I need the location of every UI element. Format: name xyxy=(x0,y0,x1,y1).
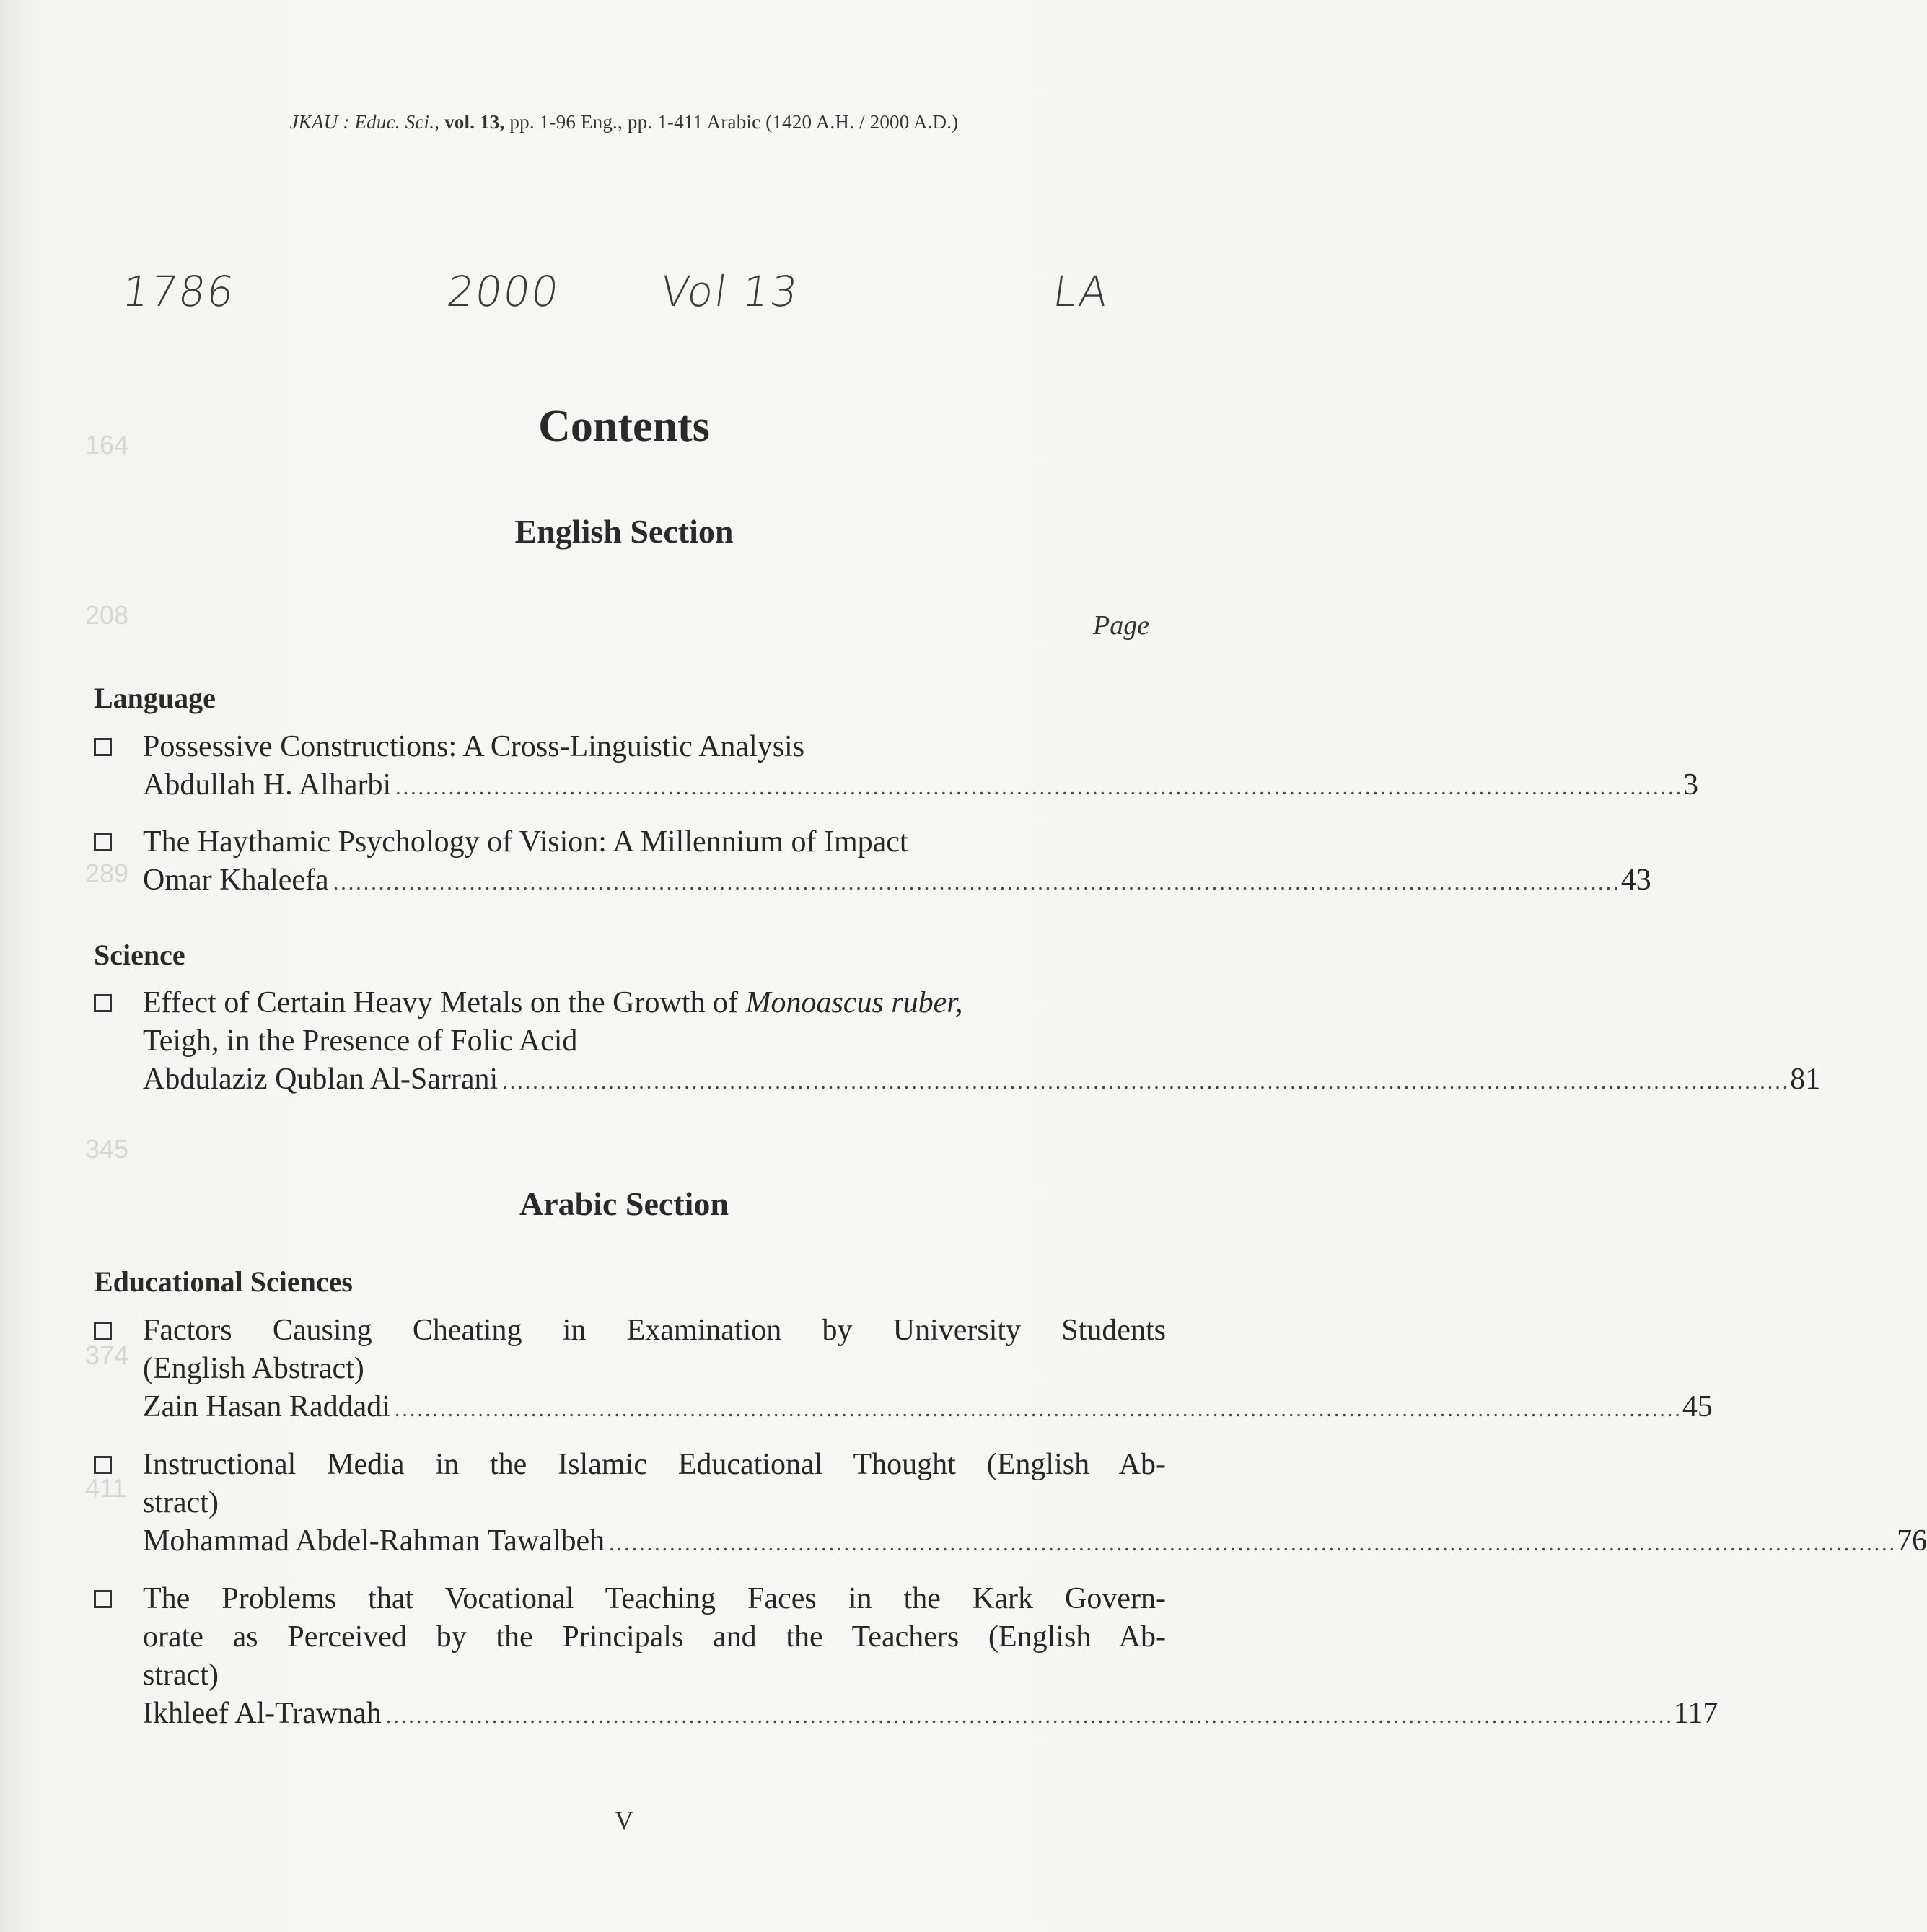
handwritten-note: LA xyxy=(1050,267,1113,316)
checkbox-bullet-icon xyxy=(94,1456,112,1474)
page-title: Contents xyxy=(538,402,710,451)
entry-page-number: 117 xyxy=(1673,1697,1719,1730)
entry-title xyxy=(143,984,1166,1022)
arabic-section-heading: Arabic Section xyxy=(519,1185,729,1222)
entry-author: Abdullah H. Alharbi xyxy=(143,768,392,802)
entry-page-number: 3 xyxy=(1683,768,1699,802)
entry-author-line xyxy=(143,766,1699,807)
checkbox-bullet-icon xyxy=(94,1322,112,1340)
entry-title-continued: (English Abstract) xyxy=(143,1352,364,1385)
english-section-heading: English Section xyxy=(514,513,734,550)
bleed-through-number: 208 xyxy=(85,600,129,630)
entry-title-continued: Teigh, in the Presence of Folic Acid xyxy=(143,1024,578,1058)
leader-dots: .......................................................................................................................................................................... xyxy=(609,1532,1897,1555)
entry-title: Instructional Media in the Islamic Educational Thought (English Ab- xyxy=(143,1448,1166,1481)
bleed-through-number: 289 xyxy=(85,859,129,888)
checkbox-bullet-icon xyxy=(94,1590,112,1608)
bleed-through-number: 345 xyxy=(85,1134,129,1164)
entry-page-number: 45 xyxy=(1682,1390,1713,1423)
leader-dots: .......................................................................................................................................................................... xyxy=(502,1070,1791,1094)
leader-dots: .......................................................................................................................................................................... xyxy=(385,1704,1674,1728)
category-heading: Science xyxy=(94,939,185,971)
leader-dots: .......................................................................................................................................................................... xyxy=(395,776,1684,799)
entry-title-continued: orate as Perceived by the Principals and the Teachers (English Ab- xyxy=(143,1620,1166,1654)
entry-author-line xyxy=(143,1388,1713,1428)
entry-title: The Problems that Vocational Teaching Faces in the Kark Govern- xyxy=(143,1582,1166,1615)
entry-author-line xyxy=(143,1695,1719,1735)
entry-title-continued: stract) xyxy=(143,1486,219,1519)
entry-author-line xyxy=(143,1522,1927,1563)
entry-title: Factors Causing Cheating in Examination by University Students xyxy=(143,1314,1166,1347)
journal-name: JKAU : Educ. Sci., xyxy=(289,111,440,133)
bleed-through-number: 411 xyxy=(85,1473,127,1503)
entry-title: Possessive Constructions: A Cross-Linguistic Analysis xyxy=(143,730,805,763)
entry-page-number: 81 xyxy=(1790,1063,1821,1096)
bleed-through-number: 374 xyxy=(85,1340,129,1370)
entry-title: The Haythamic Psychology of Vision: A Millennium of Impact xyxy=(143,825,908,859)
leader-dots: .......................................................................................................................................................................... xyxy=(333,871,1621,895)
checkbox-bullet-icon xyxy=(94,833,112,851)
entry-author-line xyxy=(143,1061,1821,1101)
journal-volume: vol. 13, xyxy=(444,111,505,133)
handwritten-note: 1786 xyxy=(119,267,239,316)
running-head xyxy=(0,111,1248,133)
category-heading: Educational Sciences xyxy=(94,1265,353,1298)
entry-author: Omar Khaleefa xyxy=(143,864,329,897)
page-folio: V xyxy=(615,1806,633,1835)
entry-author: Abdulaziz Qublan Al-Sarrani xyxy=(143,1063,499,1096)
entry-author: Ikhleef Al-Trawnah xyxy=(143,1697,382,1730)
entry-title-text: Effect of Certain Heavy Metals on the Growth of xyxy=(143,986,738,1019)
entry-title-species: Monoascus ruber, xyxy=(745,986,963,1019)
entry-author: Zain Hasan Raddadi xyxy=(143,1390,390,1423)
checkbox-bullet-icon xyxy=(94,994,112,1012)
journal-pages: pp. 1-96 Eng., pp. 1-411 Arabic (1420 A.H. / 2000 A.D.) xyxy=(509,111,959,133)
handwritten-note: 2000 xyxy=(444,267,563,316)
entry-author-line xyxy=(143,861,1651,902)
leader-dots: .......................................................................................................................................................................... xyxy=(394,1397,1682,1421)
page-column-label: Page xyxy=(1093,610,1150,641)
entry-page-number: 76 xyxy=(1897,1524,1927,1558)
entry-author: Mohammad Abdel-Rahman Tawalbeh xyxy=(143,1524,605,1558)
handwritten-note: Vol 13 xyxy=(657,267,802,316)
entry-title-continued: stract) xyxy=(143,1659,219,1692)
checkbox-bullet-icon xyxy=(94,738,112,756)
bleed-through-number: 164 xyxy=(85,430,129,460)
category-heading: Language xyxy=(94,682,216,714)
entry-page-number: 43 xyxy=(1620,864,1651,897)
